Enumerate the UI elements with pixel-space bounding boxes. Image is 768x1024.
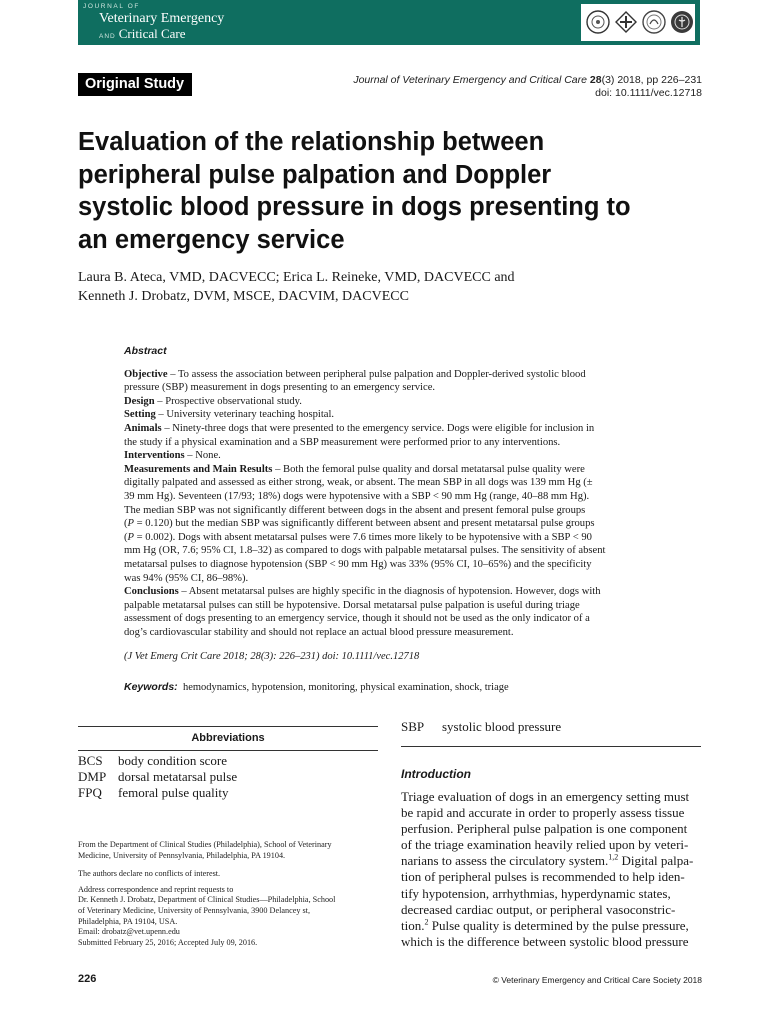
journal-name-line1: Veterinary Emergency xyxy=(99,11,225,26)
abstract-text: digitally palpated and assessed as either strong, weak, or absent. The mean SBP in all dogs was 139 mm Hg (± xyxy=(124,477,593,489)
abbreviations-heading-rule xyxy=(78,750,378,751)
reference-superscript: 2 xyxy=(424,917,429,927)
intro-line: decreased cardiac output, or peripheral vasoconstric- xyxy=(401,901,676,917)
abstract-text: – Absent metatarsal pulses are highly specific in the diagnosis of hypotension. However, dogs with xyxy=(178,586,601,598)
abbreviation-text: systolic blood pressure xyxy=(442,719,562,734)
keywords xyxy=(124,681,509,693)
copyright-notice: © Veterinary Emergency and Critical Care Society 2018 xyxy=(492,975,702,985)
intro-line: tify hypotension, arrhythmias, hyperdynamic states, xyxy=(401,885,671,901)
intro-line: tion of peripheral pulses is recommended to help iden- xyxy=(401,869,685,885)
correspondence: of Veterinary Medicine, University of Pennsylvania, 3900 Delancey st, xyxy=(78,905,310,915)
abbreviation-key: BCS xyxy=(78,753,103,768)
abbreviations-bottom-rule xyxy=(401,746,701,747)
college-seal-icon xyxy=(642,10,666,34)
abbreviation-key: SBP xyxy=(401,719,425,734)
intro-line xyxy=(401,853,703,869)
title-line: peripheral pulse palpation and Doppler xyxy=(78,160,552,189)
conflict-statement: The authors declare no conflicts of interest. xyxy=(78,869,221,879)
intro-line: of the triage examination heavily relied upon by veteri- xyxy=(401,837,689,853)
abstract-text: pressure (SBP) measurement in dogs presenting to an emergency service. xyxy=(124,382,436,394)
measurements-label: Measurements and Main Results xyxy=(124,463,273,475)
journal-name-line2 xyxy=(99,26,186,42)
intro-line xyxy=(401,918,703,934)
correspondence: Dr. Kenneth J. Drobatz, Department of Clinical Studies—Philadelphia, School xyxy=(78,895,336,905)
keywords-list: hemodynamics, hypotension, monitoring, physical examination, shock, triage xyxy=(182,682,509,693)
page-number: 226 xyxy=(78,973,97,985)
citation-volume: 28 xyxy=(589,74,602,86)
title-line: Evaluation of the relationship between xyxy=(78,128,545,156)
abbreviation-key: DMP xyxy=(78,769,107,784)
abstract-text: the study if a physical examination and a SBP measurement were performed prior to any interventions. xyxy=(124,436,561,448)
abbreviation-row xyxy=(401,719,561,735)
abstract-text: = 0.002). Dogs with absent metatarsal pulses were 7.6 times more likely to be hypotensive with a SBP < 90 xyxy=(134,531,592,543)
intro-text: Digital palpa- xyxy=(618,853,694,869)
design-label: Design xyxy=(124,395,155,407)
abbreviation-text: dorsal metatarsal pulse xyxy=(118,769,238,784)
journal-citation xyxy=(330,74,702,100)
interventions-label: Interventions xyxy=(124,450,185,462)
abbreviation-text: femoral pulse quality xyxy=(118,785,229,800)
citation-issue-pages: (3) 2018, pp 226–231 xyxy=(601,74,702,86)
correspondence: Philadelphia, PA 19104, USA. xyxy=(78,916,178,926)
abbreviation-key: FPQ xyxy=(78,785,102,800)
journal-name-critical-care: Critical Care xyxy=(118,26,186,41)
abstract-text: dog’s cardiovascular stability and should not replace an actual blood pressure measurement. xyxy=(124,626,514,638)
p-symbol: P xyxy=(127,518,135,530)
article-title xyxy=(78,126,708,256)
author-list xyxy=(78,268,708,306)
keywords-label: Keywords: xyxy=(124,681,178,693)
abbreviations-heading: Abbreviations xyxy=(191,732,265,744)
intro-text: tion. xyxy=(401,917,425,933)
authors-line: Kenneth J. Drobatz, DVM, MSCE, DACVIM, DACVECC xyxy=(78,289,409,304)
society-seal-icon xyxy=(586,10,610,34)
citation-journal: Journal of Veterinary Emergency and Critical Care xyxy=(353,74,587,86)
intro-line: Triage evaluation of dogs in an emergency setting must xyxy=(401,789,690,804)
correspondence-email: Email: drobatz@vet.upenn.edu xyxy=(78,927,180,937)
abstract-text: – To assess the association between peripheral pulse palpation and Doppler-derived systolic blood xyxy=(167,368,586,380)
introduction-heading: Introduction xyxy=(401,767,471,781)
abstract-heading: Abstract xyxy=(124,345,167,357)
abstract-text: – Both the femoral pulse quality and dorsal metatarsal pulse quality were xyxy=(272,463,585,475)
society-logos xyxy=(581,4,695,41)
intro-line: which is the difference between systolic blood pressure xyxy=(401,933,689,949)
cross-emblem-icon xyxy=(614,10,638,34)
abstract-text: – None. xyxy=(184,450,221,462)
correspondence: Address correspondence and reprint requests to xyxy=(78,884,234,894)
journal-small-label: JOURNAL OF xyxy=(83,3,140,10)
abstract-text: The median SBP was not significantly different between dogs in the absent and present femoral pulse groups xyxy=(124,504,586,516)
abstract-text: – University veterinary teaching hospital. xyxy=(155,409,335,421)
abstract-text: – Ninety-three dogs that were presented to the emergency service. Dogs were eligible for inclusion in xyxy=(161,422,595,434)
affiliation: Medicine, University of Pennsylvania, Philadelphia, PA 19104. xyxy=(78,850,286,860)
p-symbol: P xyxy=(127,531,135,543)
authors-line: Laura B. Ateca, VMD, DACVECC; Erica L. Reineke, VMD, DACVECC and xyxy=(78,270,515,285)
abstract-text: palpable metatarsal pulses can still be hypotensive. Dorsal metatarsal pulse palpation is useful during triage xyxy=(124,599,580,611)
abstract-text: metatarsal pulses to diagnose hypotension (SBP < 90 mm Hg) was 33% (95% CI, 10–65%) and the specificity xyxy=(124,558,592,570)
abstract-text: – Prospective observational study. xyxy=(154,395,302,407)
study-type-tag: Original Study xyxy=(78,73,192,96)
journal-and-label: AND xyxy=(99,33,116,40)
abstract-text: assessment of dogs presenting to an emergency service, though it should not be used as the only indicator of a xyxy=(124,613,590,625)
abbreviation-text: body condition score xyxy=(118,753,228,768)
animals-label: Animals xyxy=(124,422,162,434)
abbreviation-row xyxy=(78,769,237,785)
abbreviations-top-rule xyxy=(78,726,378,727)
objective-label: Objective xyxy=(124,368,168,380)
citation-doi: doi: 10.1111/vec.12718 xyxy=(595,87,702,99)
setting-label: Setting xyxy=(124,409,156,421)
intro-line: perfusion. Peripheral pulse palpation is one component xyxy=(401,821,688,837)
article-notes xyxy=(78,840,380,948)
abstract-citation: (J Vet Emerg Crit Care 2018; 28(3): 226–231) doi: 10.1111/vec.12718 xyxy=(124,651,420,662)
introduction-body xyxy=(401,789,703,950)
abstract-text: was 94% (95% CI, 86–98%). xyxy=(124,572,249,584)
veterinary-seal-icon xyxy=(670,10,694,34)
reference-superscript: 1,2 xyxy=(608,853,619,863)
abstract-text: mm Hg (OR, 7.6; 95% CI, 1.8–32) as compared to dogs with palpable metatarsal pulses. The sensitivity of absent xyxy=(124,545,606,557)
abstract: Abstract Objective – To assess the association between peripheral pulse palpation and Doppler-derived systolic blood pressure (SBP) measurement in dogs presenting to an emergency service. Design – Prospective observational study. Setting – University veterinary teaching hospital. Animals – Ninety-three dogs that were presented to the emergency service. Dogs were eligible for inclusion in the study if a physical examination and a SBP measurement were performed prior to any interventions. Interventions – None. Measurements and Main Results – Both the femoral pulse quality and dorsal metatarsal pulse quality were digitally palpated and assessed as either strong, weak, or absent. The mean SBP in all dogs was 139 mm Hg (± 39 mm Hg). Seventeen (17/93; 18%) dogs were hypotensive with a SBP < 90 mm Hg (range, 40–88 mm Hg). The median SBP was not significantly different between dogs in the absent and present femoral pulse groups (P = 0.120) but the median SBP was significantly different between absent and present metatarsal pulse groups (P = 0.002). Dogs with absent metatarsal pulses were 7.6 times more likely to be hypotensive with a SBP < 90 mm Hg (OR, 7.6; 95% CI, 1.8–32) as compared to dogs with palpable metatarsal pulses. The sensitivity of absent metatarsal pulses to diagnose hypotension (SBP < 90 mm Hg) was 33% (95% CI, 10–65%) and the specificity was 94% (95% CI, 86–98%). Conclusions – Absent metatarsal pulses are highly specific in the diagnosis of hypotension. However, dogs with palpable metatarsal pulses can still be hypotensive. Dorsal metatarsal pulse palpation is useful during triage assessment of dogs presenting to an emergency service, though it should not be used as the only indicator of a dog’s cardiovascular stability and should not replace an actual blood pressure measurement. xyxy=(124,345,656,639)
intro-line: be rapid and accurate in order to properly assess tissue xyxy=(401,805,685,821)
abstract-text: = 0.120) but the median SBP was significantly different between absent and present metatarsal pulse groups xyxy=(134,518,595,530)
abbreviation-row xyxy=(78,753,227,769)
title-line: systolic blood pressure in dogs presenting to xyxy=(78,193,631,221)
conclusions-label: Conclusions xyxy=(124,586,179,598)
affiliation: From the Department of Clinical Studies (Philadelphia), School of Veterinary xyxy=(78,840,332,849)
title-line: an emergency service xyxy=(78,225,345,254)
abstract-text: 39 mm Hg). Seventeen (17/93; 18%) dogs were hypotensive with a SBP < 90 mm Hg (range, 40–88 mm Hg). xyxy=(124,490,590,502)
intro-text: Pulse quality is determined by the pulse pressure, xyxy=(428,917,689,933)
submission-dates: Submitted February 25, 2016; Accepted July 09, 2016. xyxy=(78,937,258,947)
abbreviation-row xyxy=(78,785,228,801)
journal-banner xyxy=(78,0,700,45)
intro-text: narians to assess the circulatory system. xyxy=(401,853,609,869)
